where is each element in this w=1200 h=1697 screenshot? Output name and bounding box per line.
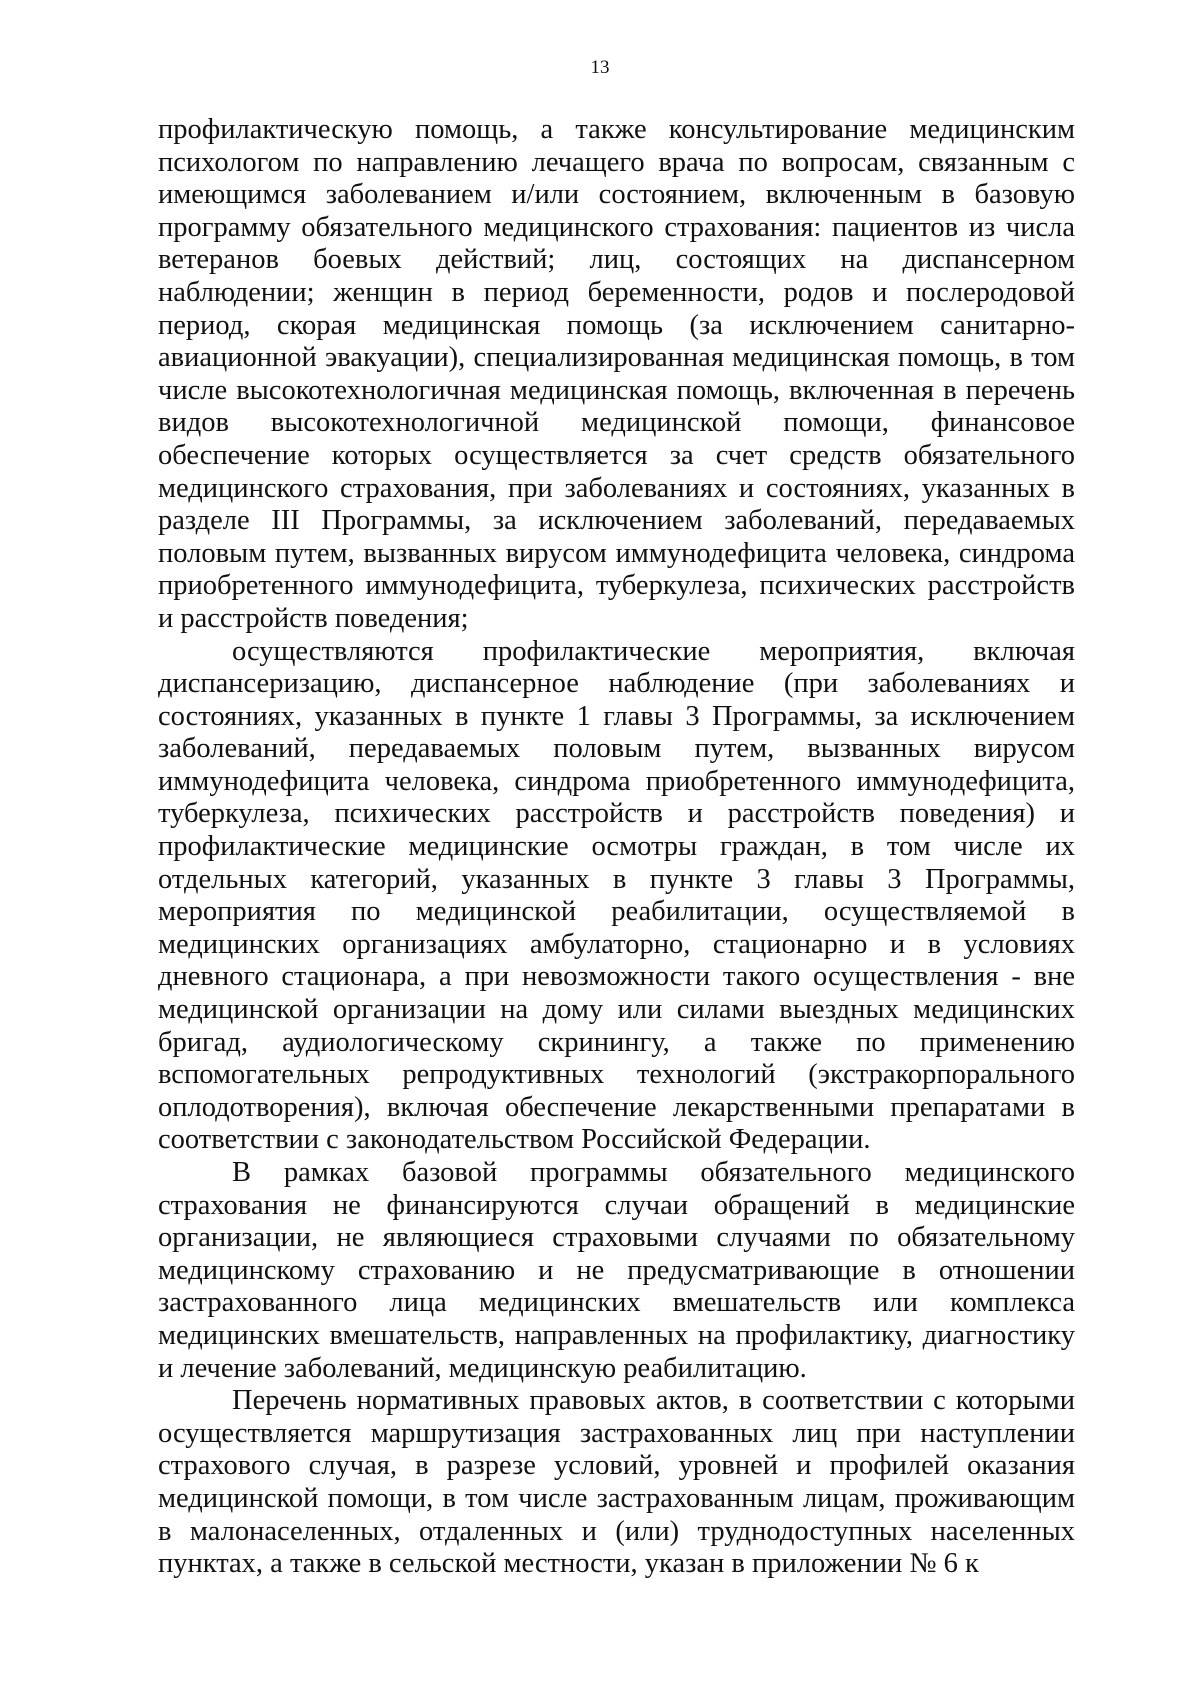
paragraph-routing-acts: Перечень нормативных правовых актов, в соответствии с которыми осуществляется маршрутизация застрахованных лиц при наступлении страхового случая, в разрезе условий, уровней и профилей оказания медицинской помощи, в том числе застрахованным лицам, проживающим в малонаселенных, отдаленных и (или) труднодоступных населенных пунктах, а также в сельской местности, указан в приложении № 6 к bbox=[158, 1385, 1075, 1580]
paragraph-not-financed-cases: В рамках базовой программы обязательного медицинского страхования не финансируются случаи обращений в медицинские организации, не являющиеся страховыми случаями по обязательному медицинскому страхованию и не предусматривающие в отношении застрахованного лица медицинских вмешательств или комплекса медицинских вмешательств, направленных на профилактику, диагностику и лечение заболеваний, медицинскую реабилитацию. bbox=[158, 1157, 1075, 1384]
page-number: 13 bbox=[590, 57, 610, 78]
paragraph-preventive-measures: осуществляются профилактические мероприятия, включая диспансеризацию, диспансерное наблюдение (при заболеваниях и состояниях, указанных в пункте 1 главы 3 Программы, за исключением заболеваний, передаваемых половым путем, вызванных вирусом иммунодефицита человека, синдрома приобретенного иммунодефицита, туберкулеза, психических расстройств и расстройств поведения) и профилактические медицинские осмотры граждан, в том числе их отдельных категорий, указанных в пункте 3 главы 3 Программы, мероприятия по медицинской реабилитации, осуществляемой в медицинских организациях амбулаторно, стационарно и в условиях дневного стационара, а при невозможности такого осуществления - вне медицинской организации на дому или силами выездных медицинских бригад, аудиологическому скринингу, а также по применению вспомогательных репродуктивных технологий (экстракорпорального оплодотворения), включая обеспечение лекарственными препаратами в соответствии с законодательством Российской Федерации. bbox=[158, 635, 1075, 1156]
document-body bbox=[158, 114, 1075, 1581]
paragraph-continuation: профилактическую помощь, а также консультирование медицинским психологом по направлению лечащего врача по вопросам, связанным с имеющимся заболеванием и/или состоянием, включенным в базовую программу обязательного медицинского страхования: пациентов из числа ветеранов боевых действий; лиц, состоящих на диспансерном наблюдении; женщин в период беременности, родов и послеродовой период, скорая медицинская помощь (за исключением санитарно-авиационной эвакуации), специализированная медицинская помощь, в том числе высокотехнологичная медицинская помощь, включенная в перечень видов высокотехнологичной медицинской помощи, финансовое обеспечение которых осуществляется за счет средств обязательного медицинского страхования, при заболеваниях и состояниях, указанных в разделе III Программы, за исключением заболеваний, передаваемых половым путем, вызванных вирусом иммунодефицита человека, синдрома приобретенного иммунодефицита, туберкулеза, психических расстройств и расстройств поведения; bbox=[158, 114, 1075, 634]
